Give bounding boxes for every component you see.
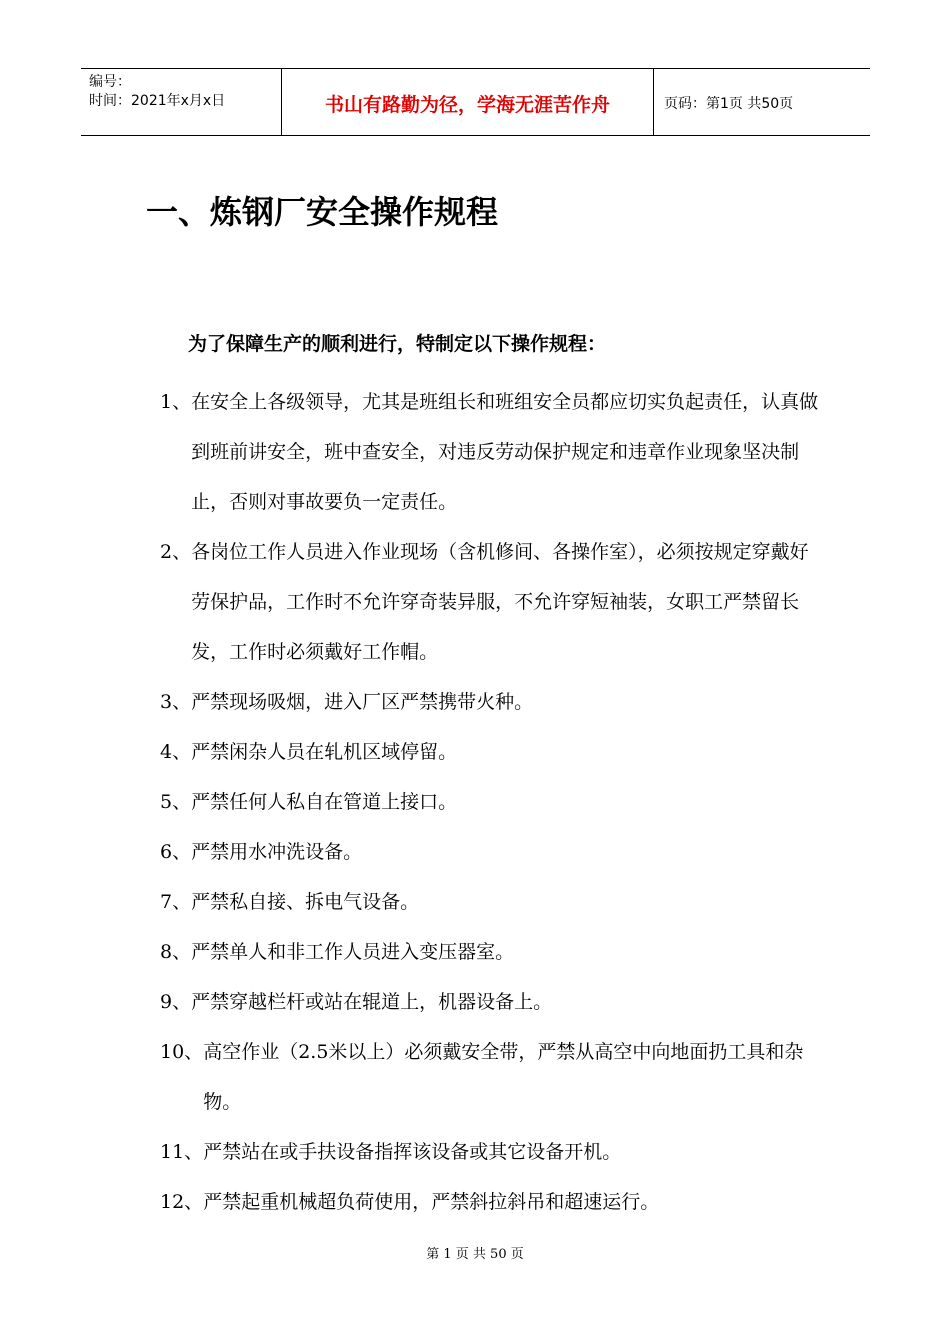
rule-number: 4、 <box>160 741 192 763</box>
rule-item <box>160 827 820 877</box>
header-motto-cell <box>282 69 654 135</box>
intro-paragraph: 为了保障生产的顺利进行，特制定以下操作规程： <box>188 333 607 355</box>
rule-item <box>160 877 820 927</box>
serial-label: 编号： <box>89 74 131 90</box>
rule-text: 严禁用水冲洗设备。 <box>191 841 363 863</box>
rule-text: 严禁私自接、拆电气设备。 <box>191 891 420 913</box>
rule-number: 3、 <box>160 691 192 713</box>
rule-item <box>160 1127 820 1177</box>
rule-text: 高空作业（2.5米以上）必须戴安全带，严禁从高空中向地面扔工具和杂物。 <box>203 1041 804 1113</box>
rule-number: 11、 <box>160 1141 204 1163</box>
time-label: 时间：2021年x月x日 <box>89 93 226 109</box>
page-footer: 第 1 页 共 50 页 <box>426 1247 524 1262</box>
rule-item <box>160 1177 820 1227</box>
rule-item <box>160 677 820 727</box>
rule-number: 6、 <box>160 841 192 863</box>
rule-text: 各岗位工作人员进入作业现场（含机修间、各操作室），必须按规定穿戴好劳保护品，工作时不允许穿奇装异服，不允许穿短袖装，女职工严禁留长发，工作时必须戴好工作帽。 <box>191 541 809 663</box>
rule-number: 2、 <box>160 541 192 563</box>
rule-item <box>160 527 820 677</box>
header-page-cell <box>654 69 870 135</box>
rules-list <box>160 377 820 1227</box>
header-meta-cell <box>81 69 282 135</box>
rule-item <box>160 1027 820 1127</box>
rule-number: 9、 <box>160 991 192 1013</box>
document-title: 一、炼钢厂安全操作规程 <box>146 193 499 231</box>
rule-text: 严禁任何人私自在管道上接口。 <box>191 791 458 813</box>
rule-text: 严禁现场吸烟，进入厂区严禁携带火种。 <box>191 691 534 713</box>
rule-text: 严禁穿越栏杆或站在辊道上，机器设备上。 <box>191 991 553 1013</box>
page-header <box>81 68 870 136</box>
rule-text: 严禁站在或手扶设备指挥该设备或其它设备开机。 <box>203 1141 622 1163</box>
page-code: 页码：第1页 共50页 <box>664 96 794 112</box>
rule-item <box>160 727 820 777</box>
rule-item <box>160 777 820 827</box>
rule-item <box>160 977 820 1027</box>
rule-number: 5、 <box>160 791 192 813</box>
rule-number: 1、 <box>160 391 192 413</box>
rule-item <box>160 927 820 977</box>
rule-text: 在安全上各级领导，尤其是班组长和班组安全员都应切实负起责任，认真做到班前讲安全，班中查安全，对违反劳动保护规定和违章作业现象坚决制止，否则对事故要负一定责任。 <box>191 391 819 513</box>
rule-text: 严禁闲杂人员在轧机区域停留。 <box>191 741 458 763</box>
rule-text: 严禁起重机械超负荷使用，严禁斜拉斜吊和超速运行。 <box>203 1191 660 1213</box>
rule-number: 12、 <box>160 1191 204 1213</box>
rule-item <box>160 377 820 527</box>
rule-text: 严禁单人和非工作人员进入变压器室。 <box>191 941 515 963</box>
rule-number: 8、 <box>160 941 192 963</box>
motto-text: 书山有路勤为径，学海无涯苦作舟 <box>324 93 610 116</box>
rule-number: 7、 <box>160 891 192 913</box>
rule-number: 10、 <box>160 1041 204 1063</box>
